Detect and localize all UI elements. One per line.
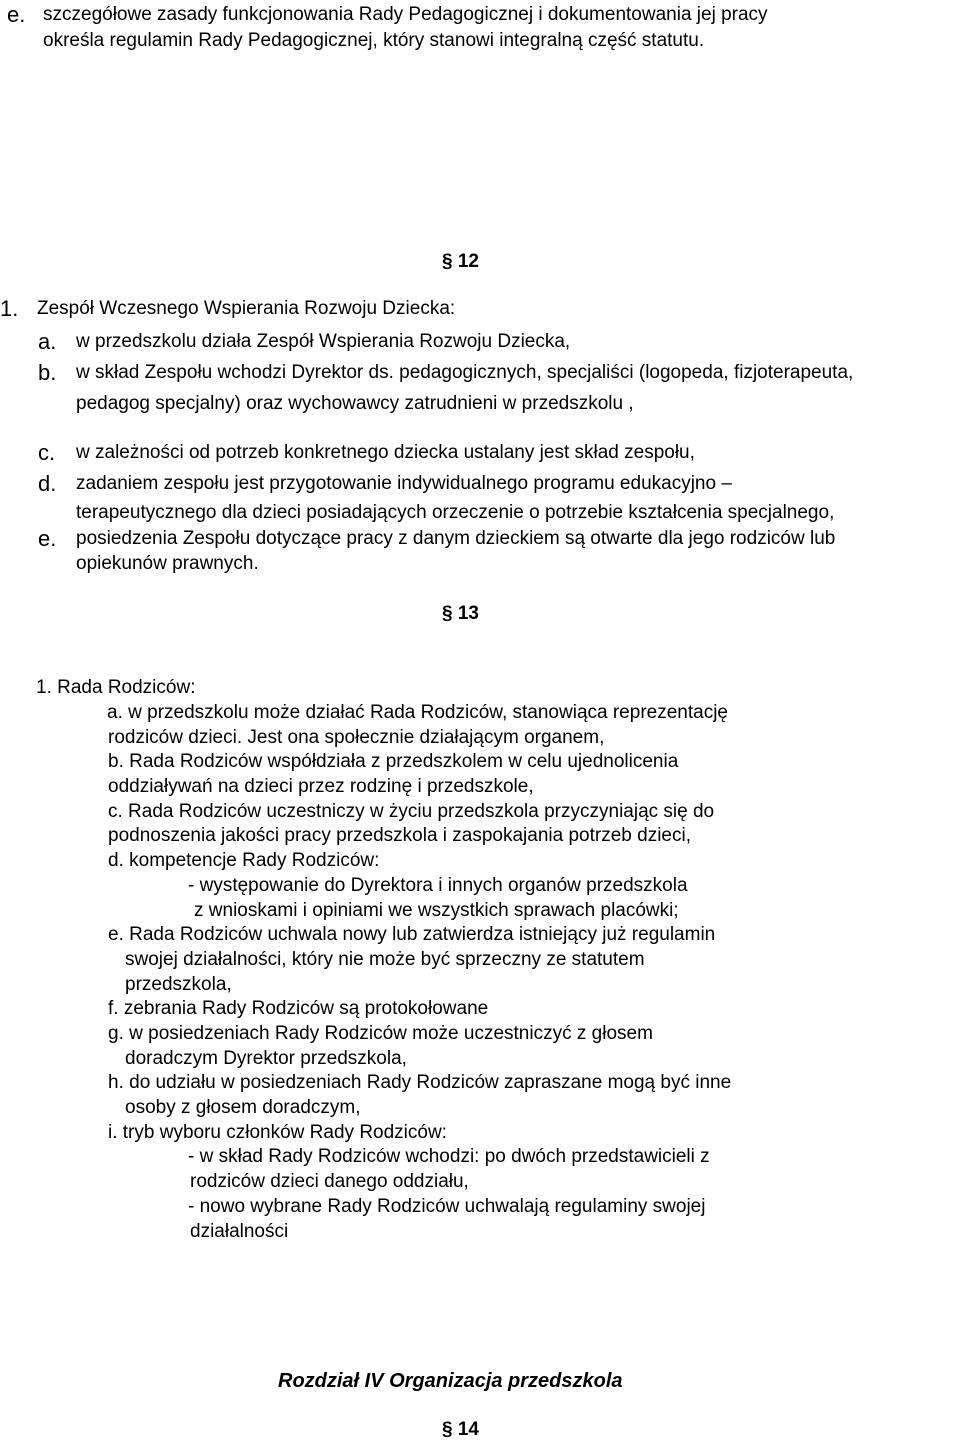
text-line: posiedzenia Zespołu dotyczące pracy z danym dzieckiem są otwarte dla jego rodziców lub bbox=[76, 528, 836, 549]
list-marker: d. bbox=[38, 471, 57, 496]
list-marker: e. bbox=[7, 2, 26, 27]
list-marker: c. bbox=[38, 440, 56, 465]
text-line: b. Rada Rodziców współdziała z przedszkolem w celu ujednolicenia bbox=[108, 751, 679, 772]
list-marker: e. bbox=[38, 526, 57, 551]
text-line: pedagog specjalny) oraz wychowawcy zatrudnieni w przedszkolu , bbox=[76, 393, 634, 414]
text-line: doradczym Dyrektor przedszkola, bbox=[125, 1048, 407, 1069]
text-line: swojej działalności, który nie może być sprzeczny ze statutem bbox=[125, 949, 645, 970]
text-line: w przedszkolu działa Zespół Wspierania Rozwoju Dziecka, bbox=[76, 331, 571, 352]
text-line: h. do udziału w posiedzeniach Rady Rodziców zapraszane mogą być inne bbox=[108, 1072, 732, 1093]
text-line: g. w posiedzeniach Rady Rodziców może uczestniczyć z głosem bbox=[108, 1023, 653, 1044]
text-line: rodziców dzieci danego oddziału, bbox=[190, 1171, 469, 1192]
text-line: oddziaływań na dzieci przez rodzinę i przedszkole, bbox=[108, 776, 534, 797]
list-marker: a. bbox=[38, 329, 57, 354]
text-line: rodziców dzieci. Jest ona społecznie działającym organem, bbox=[108, 727, 605, 748]
text-line: terapeutycznego dla dzieci posiadających orzeczenie o potrzebie kształcenia specjalnego, bbox=[76, 502, 835, 523]
text-line: w skład Zespołu wchodzi Dyrektor ds. pedagogicznych, specjaliści (logopeda, fizjoterapeuta, bbox=[76, 362, 854, 383]
text-line: f. zebrania Rady Rodziców są protokołowane bbox=[108, 998, 489, 1019]
text-line: 1. Rada Rodziców: bbox=[36, 677, 196, 698]
text-line: z wnioskami i opiniami we wszystkich sprawach placówki; bbox=[194, 900, 679, 921]
text-line: szczegółowe zasady funkcjonowania Rady Pedagogicznej i dokumentowania jej pracy bbox=[43, 4, 768, 25]
text-line: a. w przedszkolu może działać Rada Rodziców, stanowiąca reprezentację bbox=[107, 702, 728, 723]
section-heading-14: § 14 bbox=[442, 1419, 479, 1440]
list-marker: b. bbox=[38, 360, 57, 385]
text-line: i. tryb wyboru członków Rady Rodziców: bbox=[108, 1122, 447, 1143]
text-line: - występowanie do Dyrektora i innych organów przedszkola bbox=[188, 875, 688, 896]
text-line: Zespół Wczesnego Wspierania Rozwoju Dziecka: bbox=[37, 298, 456, 319]
text-line: podnoszenia jakości pracy przedszkola i zaspokajania potrzeb dzieci, bbox=[108, 825, 691, 846]
section-heading-12: § 12 bbox=[442, 251, 479, 272]
list-marker: 1. bbox=[0, 296, 19, 321]
text-line: e. Rada Rodziców uchwala nowy lub zatwierdza istniejący już regulamin bbox=[108, 924, 716, 945]
chapter-title: Rozdział IV Organizacja przedszkola bbox=[278, 1370, 623, 1392]
text-line: w zależności od potrzeb konkretnego dziecka ustalany jest skład zespołu, bbox=[76, 442, 695, 463]
text-line: - nowo wybrane Rady Rodziców uchwalają regulaminy swojej bbox=[188, 1196, 706, 1217]
text-line: opiekunów prawnych. bbox=[76, 553, 259, 574]
text-line: d. kompetencje Rady Rodziców: bbox=[108, 850, 380, 871]
text-line: określa regulamin Rady Pedagogicznej, który stanowi integralną część statutu. bbox=[43, 30, 705, 51]
text-line: osoby z głosem doradczym, bbox=[125, 1097, 361, 1118]
text-line: - w skład Rady Rodziców wchodzi: po dwóch przedstawicieli z bbox=[188, 1146, 710, 1167]
section-heading-13: § 13 bbox=[442, 603, 479, 624]
text-line: przedszkola, bbox=[125, 974, 232, 995]
text-line: działalności bbox=[190, 1221, 289, 1242]
text-line: zadaniem zespołu jest przygotowanie indywidualnego programu edukacyjno – bbox=[76, 473, 732, 494]
text-line: c. Rada Rodziców uczestniczy w życiu przedszkola przyczyniając się do bbox=[108, 801, 715, 822]
